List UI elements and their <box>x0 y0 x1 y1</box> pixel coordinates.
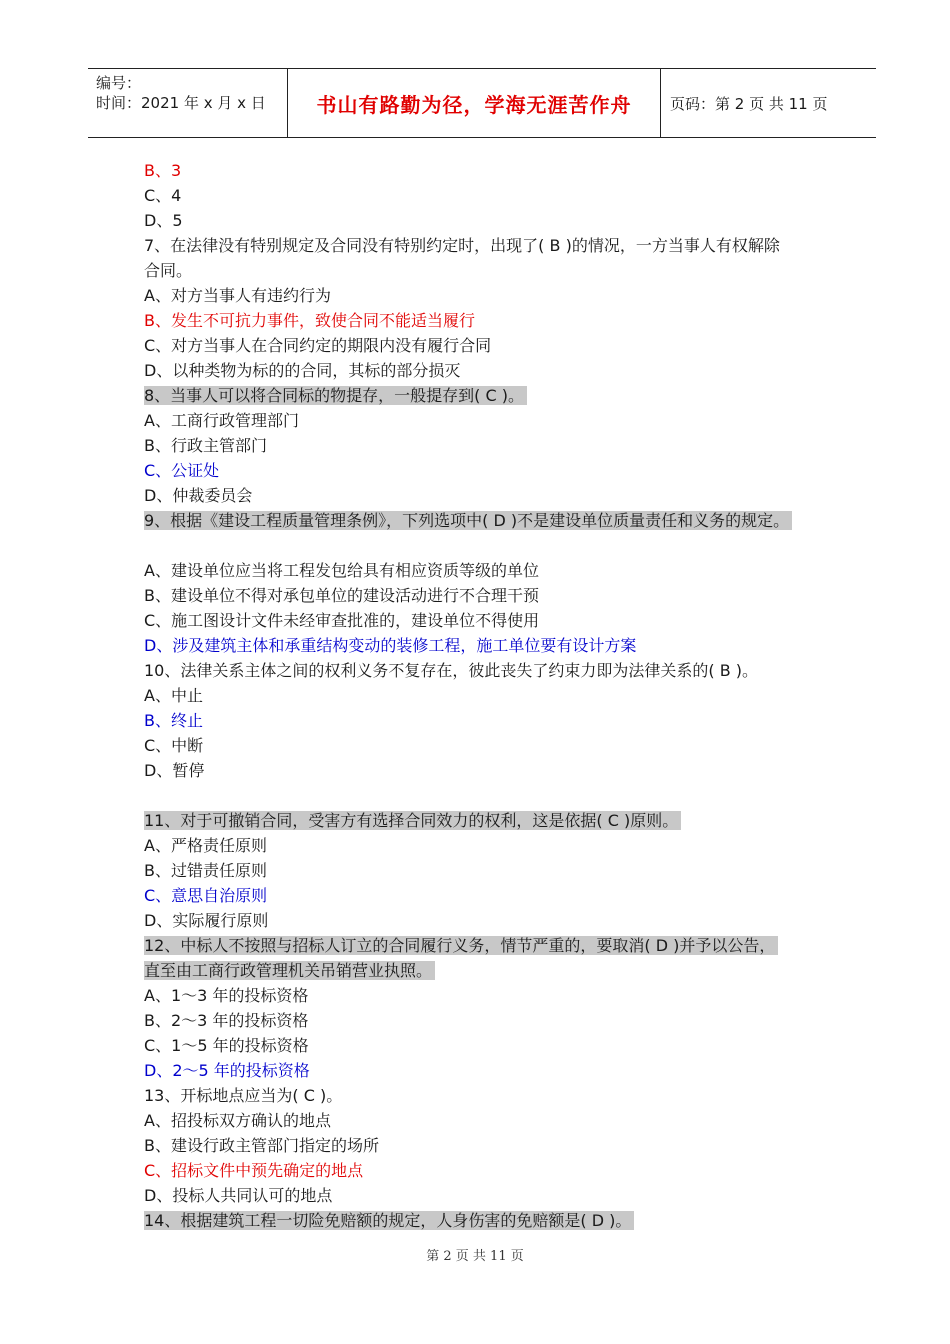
text-line <box>144 358 844 383</box>
text-line <box>144 1133 844 1158</box>
line-text <box>144 786 147 805</box>
text-line <box>144 508 844 533</box>
text-line <box>144 833 844 858</box>
text-line <box>144 433 844 458</box>
header-motto: 书山有路勤为径，学海无涯苦作舟 <box>287 69 661 137</box>
text-line <box>144 808 844 833</box>
text-line <box>144 658 844 683</box>
document-number-label: 编号： <box>96 74 142 92</box>
text-line <box>144 258 844 283</box>
text-line <box>144 233 844 258</box>
text-line <box>144 483 844 508</box>
text-line <box>144 583 844 608</box>
page-header <box>88 68 876 138</box>
line-text: B、过错责任原则 <box>144 861 267 880</box>
line-text: B、终止 <box>144 711 203 730</box>
text-line <box>144 1183 844 1208</box>
line-text: B、2～3 年的投标资格 <box>144 1011 309 1030</box>
text-line <box>144 883 844 908</box>
line-text: B、建设行政主管部门指定的场所 <box>144 1136 379 1155</box>
line-text: 10、法律关系主体之间的权利义务不复存在，彼此丧失了约束力即为法律关系的( B )。 <box>144 661 758 680</box>
line-text: A、严格责任原则 <box>144 836 267 855</box>
line-text: D、2～5 年的投标资格 <box>144 1061 310 1080</box>
line-text: A、对方当事人有违约行为 <box>144 286 331 305</box>
header-page-info: 页码：第 2 页 共 11 页 <box>670 94 828 113</box>
line-text: B、行政主管部门 <box>144 436 267 455</box>
line-text: 11、对于可撤销合同，受害方有选择合同效力的权利，这是依据( C )原则。 <box>144 811 681 830</box>
text-line <box>144 758 844 783</box>
line-text: D、投标人共同认可的地点 <box>144 1186 333 1205</box>
line-text <box>144 536 147 555</box>
text-line <box>144 1158 844 1183</box>
line-text: A、工商行政管理部门 <box>144 411 299 430</box>
text-line <box>144 183 844 208</box>
text-line <box>144 208 844 233</box>
line-text: 9、根据《建设工程质量管理条例》，下列选项中( D )不是建设单位质量责任和义务的规定。 <box>144 511 792 530</box>
header-meta <box>88 69 287 137</box>
text-line <box>144 1008 844 1033</box>
line-text: A、招投标双方确认的地点 <box>144 1111 331 1130</box>
text-line <box>144 558 844 583</box>
text-line <box>144 858 844 883</box>
text-line <box>144 733 844 758</box>
line-text: 13、开标地点应当为( C )。 <box>144 1086 343 1105</box>
text-line <box>144 1108 844 1133</box>
text-line <box>144 1208 844 1233</box>
line-text: 7、在法律没有特别规定及合同没有特别约定时，出现了( B )的情况，一方当事人有权解除 <box>144 236 780 255</box>
line-text: B、建设单位不得对承包单位的建设活动进行不合理干预 <box>144 586 539 605</box>
line-text: C、意思自治原则 <box>144 886 268 905</box>
line-text: 直至由工商行政管理机关吊销营业执照。 <box>144 961 435 980</box>
line-text: C、招标文件中预先确定的地点 <box>144 1161 364 1180</box>
page-footer: 第 2 页 共 11 页 <box>426 1249 524 1264</box>
text-line <box>144 708 844 733</box>
text-line <box>144 1058 844 1083</box>
text-line <box>144 383 844 408</box>
text-line <box>144 908 844 933</box>
line-text: D、涉及建筑主体和承重结构变动的装修工程，施工单位要有设计方案 <box>144 636 637 655</box>
line-text: B、3 <box>144 161 182 180</box>
text-line <box>144 633 844 658</box>
text-line <box>144 333 844 358</box>
text-line <box>144 1083 844 1108</box>
line-text: D、实际履行原则 <box>144 911 269 930</box>
line-text: C、中断 <box>144 736 204 755</box>
document-body <box>144 158 844 1233</box>
line-text: D、仲裁委员会 <box>144 486 253 505</box>
line-text: A、建设单位应当将工程发包给具有相应资质等级的单位 <box>144 561 539 580</box>
document-time-label: 时间：2021 年 x 月 x 日 <box>96 94 266 112</box>
text-line <box>144 933 844 958</box>
line-text: C、4 <box>144 186 182 205</box>
line-text: D、以种类物为标的的合同，其标的部分损灭 <box>144 361 461 380</box>
text-line <box>144 683 844 708</box>
line-text: A、中止 <box>144 686 203 705</box>
line-text: 14、根据建筑工程一切险免赔额的规定，人身伤害的免赔额是( D )。 <box>144 1211 634 1230</box>
text-line <box>144 308 844 333</box>
line-text: B、发生不可抗力事件，致使合同不能适当履行 <box>144 311 475 330</box>
line-text: D、5 <box>144 211 183 230</box>
line-text: C、公证处 <box>144 461 220 480</box>
line-text: C、施工图设计文件未经审查批准的，建设单位不得使用 <box>144 611 540 630</box>
text-line <box>144 283 844 308</box>
text-line <box>144 158 844 183</box>
text-line <box>144 608 844 633</box>
blank-line <box>144 783 844 808</box>
text-line <box>144 408 844 433</box>
line-text: C、1～5 年的投标资格 <box>144 1036 309 1055</box>
text-line <box>144 958 844 983</box>
blank-line <box>144 533 844 558</box>
text-line <box>144 983 844 1008</box>
line-text: A、1～3 年的投标资格 <box>144 986 309 1005</box>
line-text: 12、中标人不按照与招标人订立的合同履行义务，情节严重的，要取消( D )并予以公告， <box>144 936 778 955</box>
line-text: D、暂停 <box>144 761 205 780</box>
line-text: C、对方当事人在合同约定的期限内没有履行合同 <box>144 336 492 355</box>
text-line <box>144 458 844 483</box>
text-line <box>144 1033 844 1058</box>
line-text: 合同。 <box>144 261 193 280</box>
line-text: 8、当事人可以将合同标的物提存，一般提存到( C )。 <box>144 386 527 405</box>
